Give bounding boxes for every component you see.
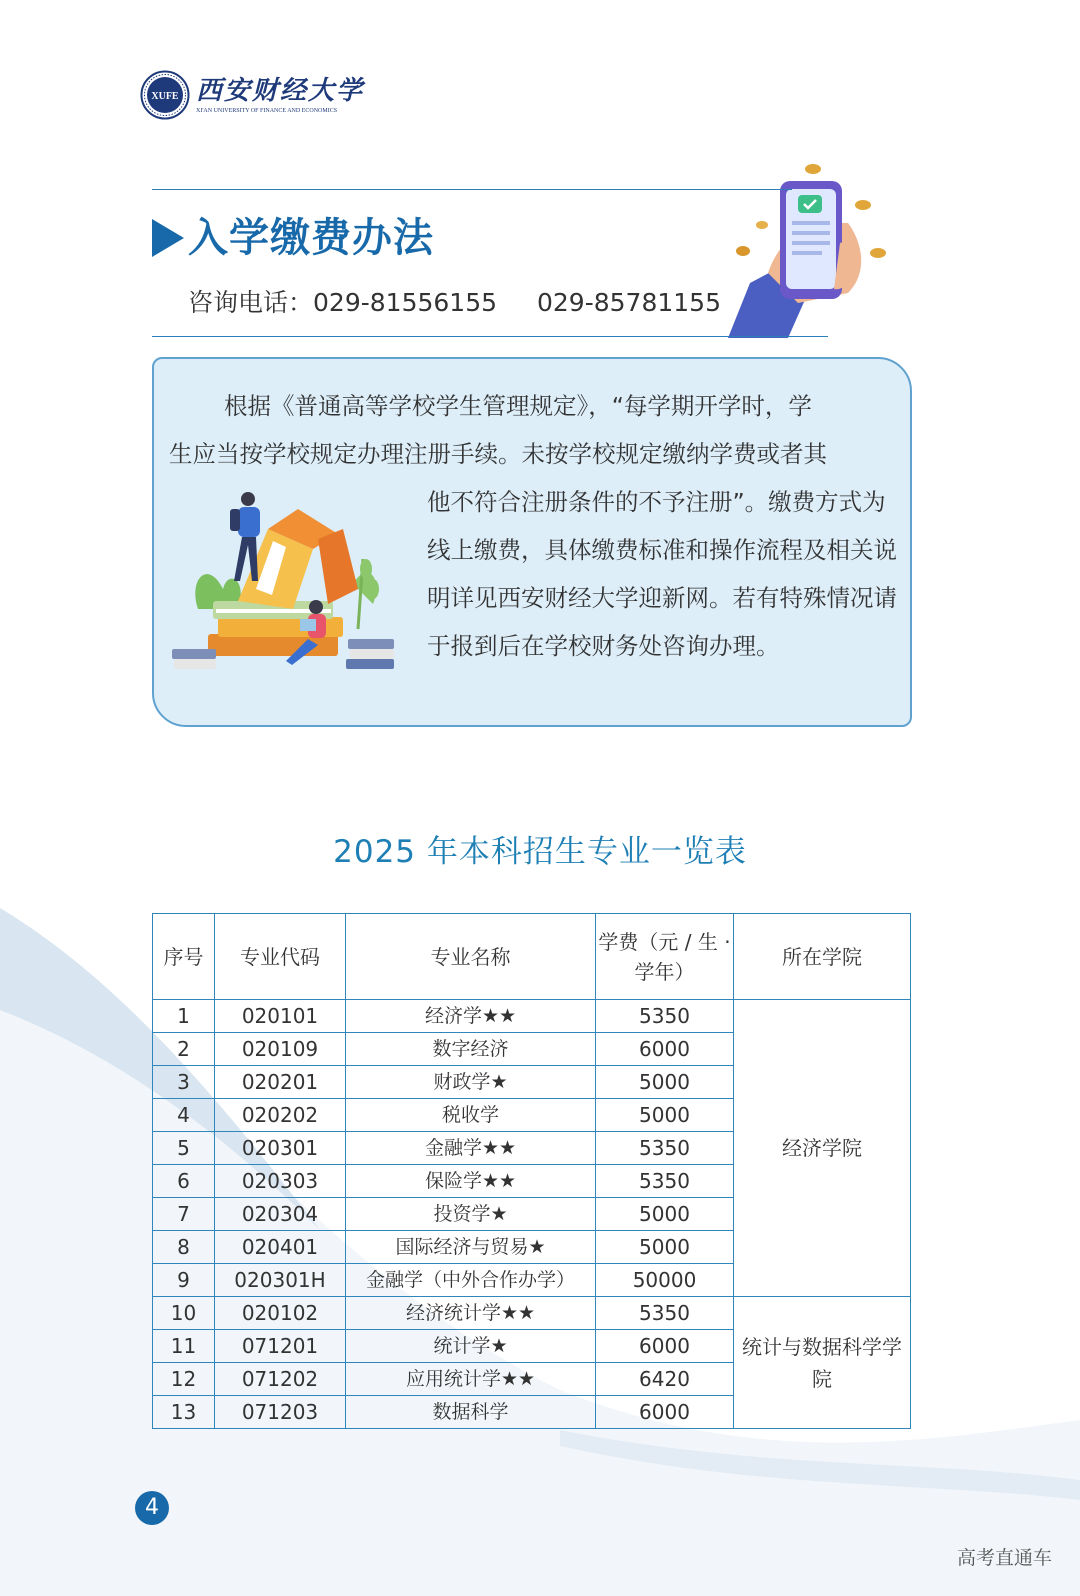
page-number: 4 <box>135 1491 169 1525</box>
notice-line-2: 生应当按学校规定办理注册手续。未按学校规定缴纳学费或者其 <box>169 440 827 468</box>
cell-major: 金融学★★ <box>346 1132 596 1165</box>
svg-text:XUFE: XUFE <box>151 91 179 102</box>
cell-no: 4 <box>153 1099 215 1132</box>
cell-fee: 5000 <box>596 1066 734 1099</box>
cell-no: 11 <box>153 1330 215 1363</box>
cell-code: 020401 <box>215 1231 346 1264</box>
cell-no: 13 <box>153 1396 215 1429</box>
cell-fee: 5000 <box>596 1231 734 1264</box>
notice-line-3: 他不符合注册条件的不予注册”。缴费方式为线上缴费，具体缴费标准和操作流程及相关说明详见西安财经大学迎新网。若有特殊情况请于报到后在学校财务处咨询办理。 <box>427 488 897 660</box>
cell-code: 020102 <box>215 1297 346 1330</box>
header-code: 专业代码 <box>215 914 346 1000</box>
cell-fee: 5350 <box>596 1132 734 1165</box>
cell-code: 020301 <box>215 1132 346 1165</box>
university-logo <box>140 70 364 120</box>
cell-no: 2 <box>153 1033 215 1066</box>
cell-major: 数字经济 <box>346 1033 596 1066</box>
cell-college: 统计与数据科学学院 <box>734 1297 911 1429</box>
cell-no: 9 <box>153 1264 215 1297</box>
cell-major: 经济学★★ <box>346 1000 596 1033</box>
logo-english-name: XI'AN UNIVERSITY OF FINANCE AND ECONOMICS <box>196 108 338 114</box>
cell-college: 经济学院 <box>734 1000 911 1297</box>
cell-major: 税收学 <box>346 1099 596 1132</box>
cell-code: 071201 <box>215 1330 346 1363</box>
divider-top <box>152 189 792 190</box>
header-name: 专业名称 <box>346 914 596 1000</box>
phone-number-2: 029-85781155 <box>537 288 721 317</box>
cell-fee: 5350 <box>596 1297 734 1330</box>
cell-fee: 6000 <box>596 1396 734 1429</box>
cell-code: 020109 <box>215 1033 346 1066</box>
cell-fee: 5000 <box>596 1198 734 1231</box>
cell-major: 保险学★★ <box>346 1165 596 1198</box>
majors-table <box>152 913 911 1429</box>
table-row <box>153 1297 911 1330</box>
cell-fee: 6000 <box>596 1033 734 1066</box>
section-title: 入学缴费办法 <box>188 215 434 261</box>
cell-code: 020301H <box>215 1264 346 1297</box>
cell-fee: 50000 <box>596 1264 734 1297</box>
cell-no: 3 <box>153 1066 215 1099</box>
header-fee: 学费（元 / 生 · 学年） <box>596 914 734 1000</box>
cell-fee: 5350 <box>596 1165 734 1198</box>
cell-code: 020303 <box>215 1165 346 1198</box>
cell-code: 071202 <box>215 1363 346 1396</box>
cell-no: 5 <box>153 1132 215 1165</box>
cell-no: 12 <box>153 1363 215 1396</box>
students-books-illustration <box>168 489 398 689</box>
table-row <box>153 1000 911 1033</box>
cell-major: 经济统计学★★ <box>346 1297 596 1330</box>
cell-fee: 5350 <box>596 1000 734 1033</box>
payment-notice-box <box>152 357 912 727</box>
phone-label: 咨询电话： <box>188 288 314 317</box>
cell-fee: 6000 <box>596 1330 734 1363</box>
header-no: 序号 <box>153 914 215 1000</box>
play-triangle-icon <box>152 219 184 257</box>
cell-code: 020201 <box>215 1066 346 1099</box>
cell-code: 020101 <box>215 1000 346 1033</box>
section-header <box>152 214 434 262</box>
cell-major: 金融学（中外合作办学） <box>346 1264 596 1297</box>
cell-no: 7 <box>153 1198 215 1231</box>
cell-major: 财政学★ <box>346 1066 596 1099</box>
cell-major: 投资学★ <box>346 1198 596 1231</box>
watermark: 高考直通车 <box>956 1547 1052 1569</box>
cell-no: 1 <box>153 1000 215 1033</box>
cell-major: 国际经济与贸易★ <box>346 1231 596 1264</box>
cell-major: 应用统计学★★ <box>346 1363 596 1396</box>
cell-code: 020304 <box>215 1198 346 1231</box>
header-college: 所在学院 <box>734 914 911 1000</box>
cell-fee: 5000 <box>596 1099 734 1132</box>
logo-chinese-name: 西安财经大学 <box>196 76 365 106</box>
cell-fee: 6420 <box>596 1363 734 1396</box>
divider-bottom <box>152 336 828 337</box>
cell-no: 10 <box>153 1297 215 1330</box>
cell-no: 6 <box>153 1165 215 1198</box>
notice-line-1: 根据《普通高等学校学生管理规定》，“每学期开学时，学 <box>224 392 812 420</box>
cell-major: 数据科学 <box>346 1396 596 1429</box>
table-header-row <box>153 914 911 1000</box>
cell-major: 统计学★ <box>346 1330 596 1363</box>
cell-no: 8 <box>153 1231 215 1264</box>
cell-code: 071203 <box>215 1396 346 1429</box>
university-seal-icon <box>140 70 190 120</box>
phone-number-1: 029-81556155 <box>313 288 497 317</box>
table-title: 2025 年本科招生专业一览表 <box>333 834 747 870</box>
consult-phone <box>188 283 721 319</box>
cell-code: 020202 <box>215 1099 346 1132</box>
